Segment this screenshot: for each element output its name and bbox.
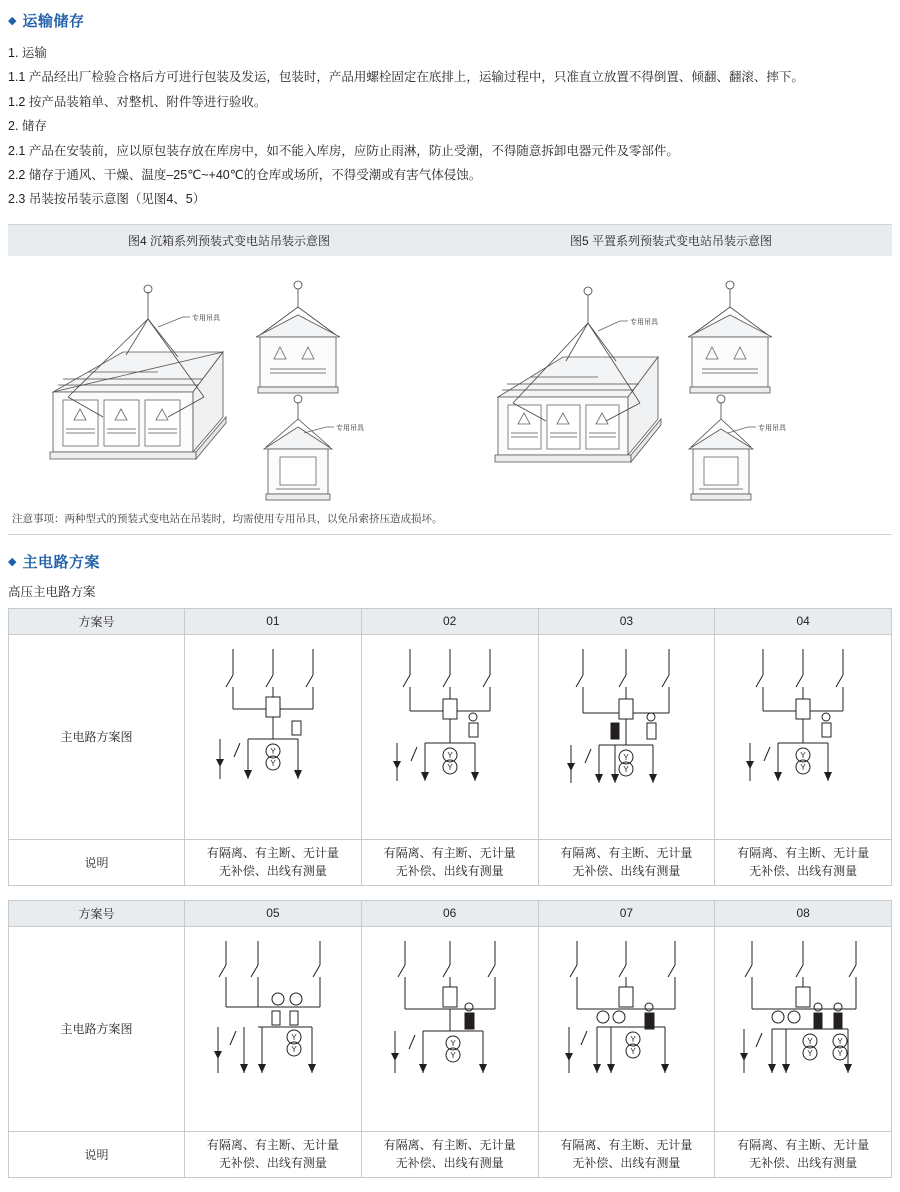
circuit-diagram-06 bbox=[365, 931, 535, 1126]
section-heading-transport bbox=[8, 10, 892, 31]
header-description-2: 说明 bbox=[9, 1131, 185, 1177]
description-cell-02: 有隔离、有主断、无计量 无补偿、出线有测量 bbox=[361, 839, 538, 885]
transport-line-2-3: 2.3 吊装按吊装示意图（见图4、5） bbox=[8, 192, 206, 207]
document-page bbox=[0, 10, 900, 1178]
figure4-label-top: 专用吊具 bbox=[192, 314, 220, 322]
svg-text:Y: Y bbox=[623, 765, 630, 775]
circuit-diagram-04 bbox=[718, 639, 888, 834]
figure5-label-top: 专用吊具 bbox=[630, 318, 658, 326]
header-diagram-1: 主电路方案图 bbox=[9, 634, 185, 839]
diagram-cell-02 bbox=[361, 634, 538, 839]
diagram-cell-05 bbox=[185, 926, 362, 1131]
description-cell-08: 有隔离、有主断、无计量 无补偿、出线有测量 bbox=[715, 1131, 892, 1177]
figure-canvas bbox=[8, 257, 892, 507]
circuit-diagram-03 bbox=[541, 639, 711, 834]
svg-text:Y: Y bbox=[807, 1037, 813, 1047]
header-description-1: 说明 bbox=[9, 839, 185, 885]
scheme-number-04: 04 bbox=[715, 608, 892, 634]
section-title-circuit: 主电路方案 bbox=[22, 553, 100, 571]
transport-line-1-1: 1.1 产品经出厂检验合格后方可进行包装及发运，包装时，产品用螺栓固定在底排上，运输过程中，只准直立放置不得倒置、倾翻、翻滚、摔下。 bbox=[8, 70, 804, 85]
figure4-label-leader-top bbox=[158, 317, 190, 327]
lifting-figure-block bbox=[8, 224, 892, 535]
figure-caption-bar bbox=[8, 225, 892, 257]
transport-line-2-2: 2.2 储存于通风、干燥、温度–25℃~+40℃的仓库或场所，不得受潮或有害气体侵蚀。 bbox=[8, 167, 482, 182]
svg-text:Y: Y bbox=[837, 1049, 843, 1059]
description-cell-05: 有隔离、有主断、无计量 无补偿、出线有测量 bbox=[185, 1131, 362, 1177]
header-scheme-no-2: 方案号 bbox=[9, 900, 185, 926]
svg-text:Y: Y bbox=[800, 751, 806, 761]
svg-text:Y: Y bbox=[449, 1051, 456, 1061]
figure-note: 注意事项：两种型式的预装式变电站在吊装时，均需使用专用吊具，以免吊索挤压造成损坏。 bbox=[12, 512, 443, 525]
table-row bbox=[9, 839, 892, 885]
circuit-diagram-01 bbox=[188, 639, 358, 834]
transport-line-2-1: 2.1 产品在安装前，应以原包装存放在库房中，如不能入库房，应防止雨淋，防止受潮，不得随意拆卸电器元件及零部件。 bbox=[8, 143, 679, 158]
diagram-cell-08 bbox=[715, 926, 892, 1131]
diagram-cell-03 bbox=[538, 634, 715, 839]
description-cell-07: 有隔离、有主断、无计量 无补偿、出线有测量 bbox=[538, 1131, 715, 1177]
circuit-subtitle: 高压主电路方案 bbox=[8, 584, 96, 599]
figure5-section-bottom bbox=[689, 395, 753, 500]
table-row bbox=[9, 1131, 892, 1177]
figure4-label-mid: 专用吊具 bbox=[336, 424, 364, 432]
svg-text:Y: Y bbox=[291, 1033, 297, 1043]
description-cell-06: 有隔离、有主断、无计量 无补偿、出线有测量 bbox=[361, 1131, 538, 1177]
figure4-section-bottom bbox=[264, 395, 332, 500]
svg-text:Y: Y bbox=[446, 763, 453, 773]
description-cell-01: 有隔离、有主断、无计量 无补偿、出线有测量 bbox=[185, 839, 362, 885]
lifting-diagram-svg bbox=[8, 257, 892, 507]
header-scheme-no-1: 方案号 bbox=[9, 608, 185, 634]
svg-text:Y: Y bbox=[291, 1045, 297, 1055]
svg-text:Y: Y bbox=[800, 763, 806, 773]
transport-line-2: 2. 储存 bbox=[8, 119, 47, 134]
diagram-cell-06 bbox=[361, 926, 538, 1131]
table-row bbox=[9, 900, 892, 926]
figure4-section-top bbox=[256, 281, 340, 393]
scheme-number-01: 01 bbox=[185, 608, 362, 634]
svg-text:Y: Y bbox=[270, 747, 276, 757]
svg-text:Y: Y bbox=[807, 1049, 813, 1059]
figure4-main-unit bbox=[50, 352, 226, 459]
description-cell-03: 有隔离、有主断、无计量 无补偿、出线有测量 bbox=[538, 839, 715, 885]
svg-text:Y: Y bbox=[446, 751, 453, 761]
svg-text:Y: Y bbox=[270, 759, 276, 769]
circuit-table-2 bbox=[8, 900, 892, 1178]
section-title-transport: 运输储存 bbox=[22, 13, 85, 30]
svg-text:Y: Y bbox=[837, 1037, 843, 1047]
svg-text:Y: Y bbox=[630, 1035, 637, 1045]
circuit-diagram-07 bbox=[541, 931, 711, 1126]
scheme-number-06: 06 bbox=[361, 900, 538, 926]
diagram-cell-07 bbox=[538, 926, 715, 1131]
circuit-diagram-08 bbox=[718, 931, 888, 1126]
table-row bbox=[9, 926, 892, 1131]
circuit-diagram-02 bbox=[365, 639, 535, 834]
diagram-cell-04 bbox=[715, 634, 892, 839]
svg-text:Y: Y bbox=[449, 1039, 456, 1049]
svg-text:Y: Y bbox=[630, 1047, 637, 1057]
circuit-diagram-05 bbox=[188, 931, 358, 1126]
transport-line-1: 1. 运输 bbox=[8, 46, 47, 60]
scheme-number-05: 05 bbox=[185, 900, 362, 926]
figure5-label-leader-top bbox=[598, 321, 628, 331]
scheme-number-08: 08 bbox=[715, 900, 892, 926]
transport-line-1-2: 1.2 按产品装箱单、对整机、附件等进行验收。 bbox=[8, 94, 267, 109]
table-row bbox=[9, 608, 892, 634]
diamond-bullet-icon: ◆ bbox=[8, 15, 17, 27]
figure5-label-mid: 专用吊具 bbox=[758, 424, 786, 432]
figure5-main-unit bbox=[495, 357, 661, 462]
diamond-bullet-icon-2: ◆ bbox=[8, 555, 17, 568]
table-row bbox=[9, 634, 892, 839]
section-heading-circuit bbox=[8, 551, 892, 572]
scheme-number-03: 03 bbox=[538, 608, 715, 634]
diagram-cell-01 bbox=[185, 634, 362, 839]
description-cell-04: 有隔离、有主断、无计量 无补偿、出线有测量 bbox=[715, 839, 892, 885]
scheme-number-07: 07 bbox=[538, 900, 715, 926]
figure-caption-right: 图5 平置系列预装式变电站吊装示意图 bbox=[569, 233, 772, 248]
svg-text:Y: Y bbox=[623, 753, 630, 763]
circuit-table-1 bbox=[8, 608, 892, 886]
figure5-section-top bbox=[688, 281, 772, 393]
figure-caption-left: 图4 沉箱系列预装式变电站吊装示意图 bbox=[127, 233, 330, 248]
scheme-number-02: 02 bbox=[361, 608, 538, 634]
header-diagram-2: 主电路方案图 bbox=[9, 926, 185, 1131]
